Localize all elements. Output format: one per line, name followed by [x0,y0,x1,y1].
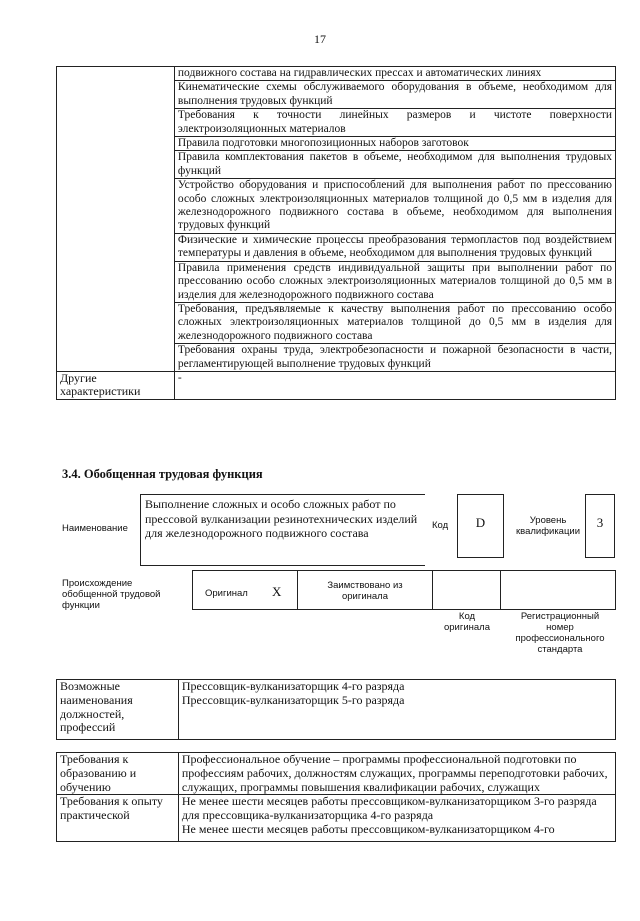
borrowed-label: Заимствовано из оригинала [327,580,403,602]
knowledge-row: Кинематические схемы обслуживаемого оборудования в объеме, необходимом для выполнения трудовых функций [174,81,615,109]
other-characteristics-value: - [174,371,615,399]
name-label: Наименование [62,523,128,534]
knowledge-table [56,66,616,400]
knowledge-row: Правила комплектования пакетов в объеме, необходимом для выполнения трудовых функций [174,151,615,179]
knowledge-row: Правила применения средств индивидуальной защиты при выполнении работ по прессованию особо сложных электроизоляционных материалов толщиной до 0,5 мм в изделия для железнодорожного подвижного состава [174,261,615,302]
code-label: Код [432,520,449,531]
education-label: Требования к образованию и обучению [57,753,179,795]
knowledge-row: Требования к точности линейных размеров и чистоте поверхности электроизоляционных материалов [174,109,615,137]
requirements-table [56,752,616,842]
positions-label: Возможные наименования должностей, профессий [57,680,179,740]
origin-label: Происхождение обобщенной трудовой функции [62,578,161,611]
knowledge-row: Требования охраны труда, электробезопасности и пожарной безопасности в части, регламентирующей выполнение трудовых функций [174,344,615,372]
original-mark: X [272,584,282,599]
positions-values [178,680,615,740]
knowledge-left-empty [57,67,175,372]
registration-number-caption: Регистрационный номер профессионального стандарта [515,611,605,655]
code-original-caption: Код оригинала [443,611,490,633]
experience-values [178,795,615,842]
knowledge-row: Требования, предъявляемые к качеству выполнения работ по прессованию особо сложных электроизоляционных материалов толщиной до 0,5 мм в изделия для железнодорожного подвижного состава [174,302,615,343]
function-name-value: Выполнение сложных и особо сложных работ по прессовой вулканизации резинотехнических изделий для железнодорожного подвижного состава [140,494,425,566]
level-value: 3 [585,494,615,558]
knowledge-row: Устройство оборудования и приспособлений для выполнения работ по прессованию особо сложных электроизоляционных материалов толщиной до 0,5 мм в изделия для железнодорожного подвижного состава в объеме, необходимом для выполнения трудовых функций [174,179,615,234]
knowledge-row: подвижного состава на гидравлических прессах и автоматических линиях [174,67,615,81]
experience-label: Требования к опыту практической [57,795,179,842]
original-label: Оригинал [205,588,248,599]
other-characteristics-label: Другие характеристики [57,371,175,399]
knowledge-row: Правила подготовки многопозиционных наборов заготовок [174,137,615,151]
education-value: Профессиональное обучение – программы профессиональной подготовки по профессиям рабочих, должностям служащих, программы переподготовки рабочих, служащих, программы повышения квалификации рабочих, служащих [178,753,615,795]
level-label: Уровень квалификации [515,515,581,537]
position-item: Прессовщик-вулканизаторщик 4-го разряда [181,679,405,693]
experience-item: Не менее шести месяцев работы прессовщиком-вулканизаторщиком 4-го [181,821,555,836]
experience-item: Не менее шести месяцев работы прессовщиком-вулканизаторщиком 3-го разряда для прессовщика-вулканизаторщика 4-го разряда [181,794,597,823]
section-title: 3.4. Обобщенная трудовая функция [62,467,263,481]
code-value: D [457,494,504,558]
position-item: Прессовщик-вулканизаторщик 5-го разряда [181,692,405,707]
page-number: 17 [314,32,326,46]
positions-table [56,679,616,740]
knowledge-row: Физические и химические процессы преобразования термопластов под воздействием температуры и давления в объеме, необходимом для выполнения трудовых функций [174,233,615,261]
